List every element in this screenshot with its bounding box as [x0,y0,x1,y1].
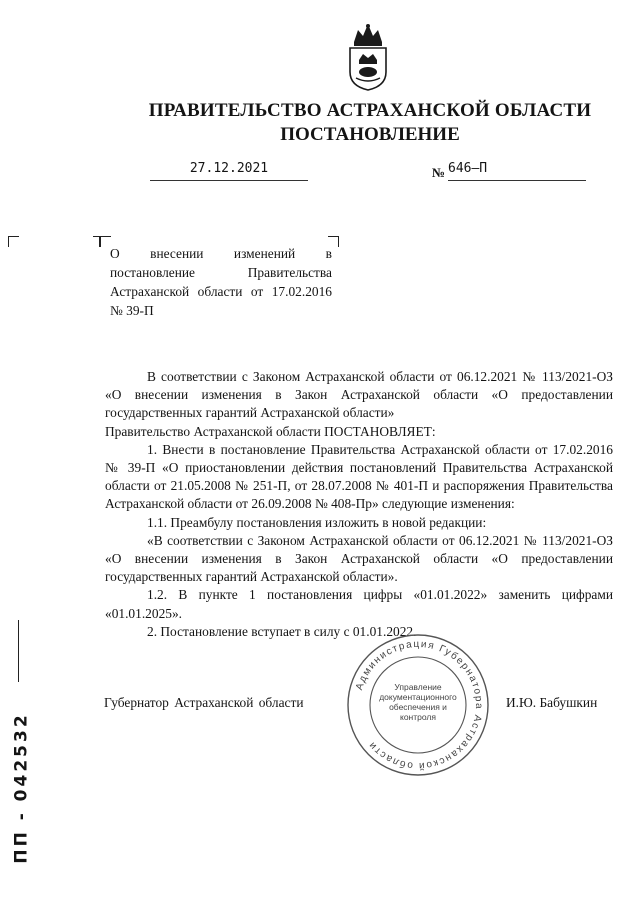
form-serial-text: ПП - 042532 [11,712,32,864]
date-underline [150,180,308,181]
resolution-clause: Правительство Астраханской области ПОСТАНОВЛЯЕТ: [105,423,436,439]
corner-mark [93,236,100,247]
number-sign: № [432,165,446,180]
document-subject: О внесении изменений в постановление Правительства Астраханской области от 17.02.2016 № 39-П [110,246,332,318]
document-number: 646–П [448,161,488,176]
document-body [105,368,613,641]
stamp-outer-text: Администрация Губернатора Астраханской области [354,638,485,772]
item-2: 2. Постановление вступает в силу с 01.01.2022. [147,623,417,639]
item-1: 1. Внести в постановление Правительства Астраханской области от 17.02.2016 № 39-П «О приостановлении действия постановлений Правительства Астраханской области от 21.05.2008 № 251-П, от 28.07.2008 № 401-П и распоряжения Правительства Астраханской области от 26.09.2008 № 408-Пр» следующие изменения: [105,441,613,512]
official-stamp [343,630,493,780]
number-underline [448,180,586,181]
astrakhan-coat-of-arms-icon [344,20,392,92]
signer-position: Губернатор Астраханской области [104,695,304,710]
signer-name: И.Ю. Бабушкин [506,695,598,710]
form-serial-code [0,700,40,890]
item-1-2: 1.2. В пункте 1 постановления цифры «01.01.2022» заменить цифрами «01.01.2025». [105,587,613,621]
preamble-paragraph: В соответствии с Законом Астраханской области от 06.12.2021 № 113/2021-ОЗ «О внесении изменения в Закон Астраханской области «О предоставлении государственных гарантий Астраханской области» [105,369,613,421]
document-type: ПОСТАНОВЛЕНИЕ [280,124,460,145]
margin-line [18,620,19,682]
stamp-inner-text: Управление документационного обеспечения и контроля [379,682,457,722]
document-date: 27.12.2021 [189,161,269,176]
item-1-1-text: «В соответствии с Законом Астраханской области от 06.12.2021 № 113/2021-ОЗ «О внесении изменения в Закон Астраханской области «О предоставлении государственных гарантий Астраханской области». [105,532,613,585]
corner-mark [8,236,19,247]
government-title: ПРАВИТЕЛЬСТВО АСТРАХАНСКОЙ ОБЛАСТИ [148,100,592,121]
item-1-1: 1.1. Преамбулу постановления изложить в новой редакции: [147,514,487,530]
